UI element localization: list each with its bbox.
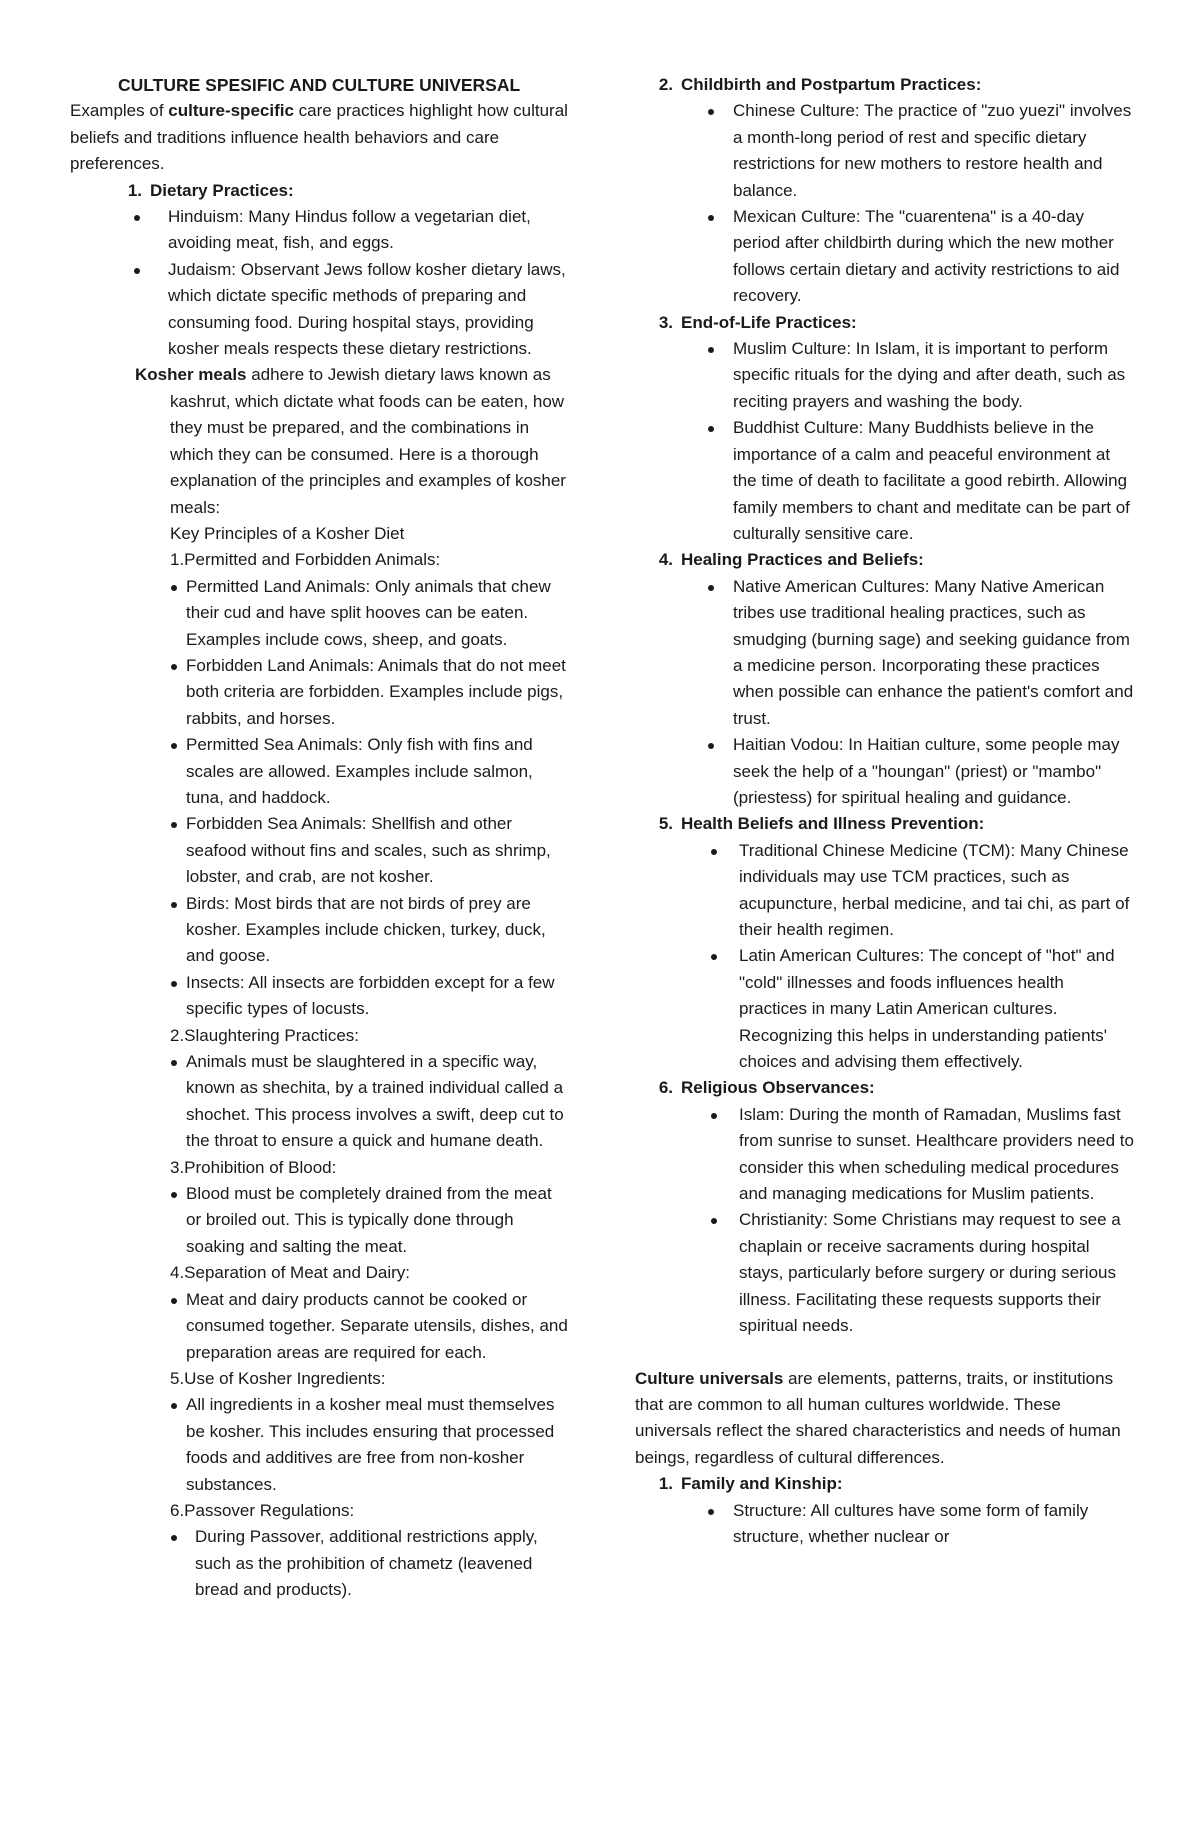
section-number: 2. [658, 75, 673, 94]
kosher-section-title: 2.Slaughtering Practices: [170, 1025, 359, 1045]
bullet-icon [171, 902, 177, 908]
list-item: Chinese Culture: The practice of "zuo yuezi" involves a month-long period of rest and specific dietary restrictions for new mothers to restore health and balance. [635, 98, 1135, 204]
list-item: Structure: All cultures have some form of family structure, whether nuclear or [635, 1498, 1135, 1551]
bullet-icon [711, 954, 717, 960]
list-item: Traditional Chinese Medicine (TCM): Many Chinese individuals may use TCM practices, such as acupuncture, herbal medicine, and tai chi, as part of their health regimen. [635, 838, 1135, 944]
section-number: 3. [658, 312, 673, 332]
bullet-icon [171, 981, 177, 987]
bullet-icon [171, 1060, 177, 1066]
list-item: Birds: Most birds that are not birds of prey are kosher. Examples include chicken, turkey, duck, and goose. [70, 891, 570, 970]
kosher-section-title: 5.Use of Kosher Ingredients: [170, 1368, 386, 1388]
list-item: Insects: All insects are forbidden except for a few specific types of locusts. [70, 970, 570, 1023]
list-item: Blood must be completely drained from the meat or broiled out. This is typically done through soaking and salting the meat. [70, 1181, 570, 1260]
kosher-section-list [70, 1049, 570, 1155]
kosher-section-title: 3.Prohibition of Blood: [170, 1157, 337, 1177]
section-heading-text: Childbirth and Postpartum Practices: [681, 75, 982, 94]
section-heading-text: Religious Observances: [681, 1078, 875, 1098]
religious-list [635, 1102, 1135, 1340]
kosher-bold-term: Kosher meals [135, 365, 247, 385]
section-number: 6. [658, 1078, 673, 1098]
list-item: Haitian Vodou: In Haitian culture, some people may seek the help of a "houngan" (priest) or "mambo" (priestess) for spiritual healing and guidance. [635, 732, 1135, 811]
bullet-icon [708, 585, 714, 591]
section-number: 1. [658, 1474, 673, 1494]
childbirth-heading [635, 72, 1135, 98]
bullet-icon [708, 426, 714, 432]
section-heading-text: End-of-Life Practices: [681, 312, 857, 332]
left-column [70, 72, 570, 1604]
list-item: During Passover, additional restrictions apply, such as the prohibition of chametz (leavened bread and products). [70, 1524, 570, 1603]
section-heading-text: Family and Kinship: [681, 1474, 843, 1494]
list-item: Judaism: Observant Jews follow kosher dietary laws, which dictate specific methods of preparing and consuming food. During hospital stays, providing kosher meals respects these dietary restrictions. [70, 257, 570, 363]
bullet-icon [171, 743, 177, 749]
list-item: Native American Cultures: Many Native American tribes use traditional healing practices, such as smudging (burning sage) and seeking guidance from a medicine person. Incorporating these practices when possible can enhance the patient's comfort and trust. [635, 574, 1135, 732]
family-heading [635, 1471, 1135, 1497]
kosher-section-title: 6.Passover Regulations: [170, 1500, 355, 1520]
list-item: Forbidden Sea Animals: Shellfish and other seafood without fins and scales, such as shrimp, lobster, and crab, are not kosher. [70, 811, 570, 890]
section-heading-text: Healing Practices and Beliefs: [681, 550, 924, 570]
healing-heading [635, 547, 1135, 573]
bullet-icon [171, 822, 177, 828]
healing-list [635, 574, 1135, 812]
kosher-section-list [70, 574, 570, 1023]
list-item: Buddhist Culture: Many Buddhists believe in the importance of a calm and peaceful environment at the time of death to facilitate a good rebirth. Allowing family members to chant and meditate can be part of culturally sensitive care. [635, 415, 1135, 547]
bullet-icon [708, 347, 714, 353]
bullet-icon [171, 1403, 177, 1409]
kosher-intro-paragraph: Kosher meals adhere to Jewish dietary laws known as kashrut, which dictate what foods can be eaten, how they must be prepared, and the combinations in which they can be consumed. Here is a thorough explanation of the principles and examples of kosher meals: [135, 365, 566, 517]
list-item: Mexican Culture: The "cuarentena" is a 40-day period after childbirth during which the new mother follows certain dietary and activity restrictions to aid recovery. [635, 204, 1135, 310]
page-title: CULTURE SPESIFIC AND CULTURE UNIVERSAL [118, 75, 521, 95]
childbirth-list [635, 98, 1135, 309]
bullet-icon [134, 268, 140, 274]
universals-paragraph: Culture universals are elements, patterns, traits, or institutions that are common to all human cultures worldwide. These universals reflect the shared characteristics and needs of human beings, regardless of cultural differences. [635, 1368, 1121, 1467]
end-of-life-heading [635, 310, 1135, 336]
list-item: Islam: During the month of Ramadan, Muslims fast from sunrise to sunset. Healthcare providers need to consider this when scheduling medical procedures and managing medications for Muslim patients. [635, 1102, 1135, 1208]
intro-paragraph: Examples of culture-specific care practices highlight how cultural beliefs and traditions influence health behaviors and care preferences. [70, 101, 568, 174]
kosher-section-list [70, 1392, 570, 1498]
bullet-icon [171, 1535, 177, 1541]
kosher-section-list [70, 1287, 570, 1366]
list-item: Animals must be slaughtered in a specific way, known as shechita, by a trained individual called a shochet. This process involves a swift, deep cut to the throat to ensure a quick and humane death. [70, 1049, 570, 1155]
bullet-icon [711, 849, 717, 855]
dietary-heading-text: Dietary Practices: [150, 180, 294, 200]
spacer [635, 1340, 1135, 1366]
list-item: Forbidden Land Animals: Animals that do not meet both criteria are forbidden. Examples include pigs, rabbits, and horses. [70, 653, 570, 732]
kosher-section-title: 1.Permitted and Forbidden Animals: [170, 550, 441, 570]
bullet-icon [171, 664, 177, 670]
list-item: Permitted Sea Animals: Only fish with fins and scales are allowed. Examples include salmon, tuna, and haddock. [70, 732, 570, 811]
kosher-key-title: Key Principles of a Kosher Diet [170, 523, 405, 543]
right-column [635, 72, 1135, 1550]
list-item: Permitted Land Animals: Only animals that chew their cud and have split hooves can be eaten. Examples include cows, sheep, and goats. [70, 574, 570, 653]
section-heading-text: Health Beliefs and Illness Prevention: [681, 814, 985, 834]
dietary-list [70, 204, 570, 362]
universals-bold-term: Culture universals [635, 1368, 784, 1388]
bullet-icon [711, 1113, 717, 1119]
section-number: 4. [658, 550, 673, 570]
kosher-section-list [70, 1524, 570, 1603]
bullet-icon [708, 215, 714, 221]
religious-heading [635, 1075, 1135, 1101]
family-list [635, 1498, 1135, 1551]
dietary-heading [70, 178, 570, 204]
list-item: Christianity: Some Christians may request to see a chaplain or receive sacraments during hospital stays, particularly before surgery or during serious illness. Facilitating these requests supports their spiritual needs. [635, 1207, 1135, 1339]
bullet-icon [711, 1218, 717, 1224]
bullet-icon [134, 215, 140, 221]
list-item: All ingredients in a kosher meal must themselves be kosher. This includes ensuring that processed foods and additives are free from non-kosher substances. [70, 1392, 570, 1498]
bullet-icon [171, 1298, 177, 1304]
kosher-section-title: 4.Separation of Meat and Dairy: [170, 1263, 411, 1283]
list-item: Muslim Culture: In Islam, it is important to perform specific rituals for the dying and after death, such as reciting prayers and washing the body. [635, 336, 1135, 415]
end-of-life-list [635, 336, 1135, 547]
list-item: Meat and dairy products cannot be cooked or consumed together. Separate utensils, dishes, and preparation areas are required for each. [70, 1287, 570, 1366]
list-item: Latin American Cultures: The concept of "hot" and "cold" illnesses and foods influences health practices in many Latin American cultures. Recognizing this helps in understanding patients' choices and advising them effectively. [635, 943, 1135, 1075]
bullet-icon [708, 1509, 714, 1515]
bullet-icon [171, 1192, 177, 1198]
intro-bold-term: culture-specific [168, 101, 294, 121]
kosher-section-list [70, 1181, 570, 1260]
bullet-icon [171, 585, 177, 591]
health-beliefs-list [635, 838, 1135, 1076]
bullet-icon [708, 109, 714, 115]
dietary-number: 1. [127, 180, 142, 200]
list-item: Hinduism: Many Hindus follow a vegetarian diet, avoiding meat, fish, and eggs. [70, 204, 570, 257]
section-number: 5. [658, 814, 673, 834]
bullet-icon [708, 743, 714, 749]
health-beliefs-heading [635, 811, 1135, 837]
